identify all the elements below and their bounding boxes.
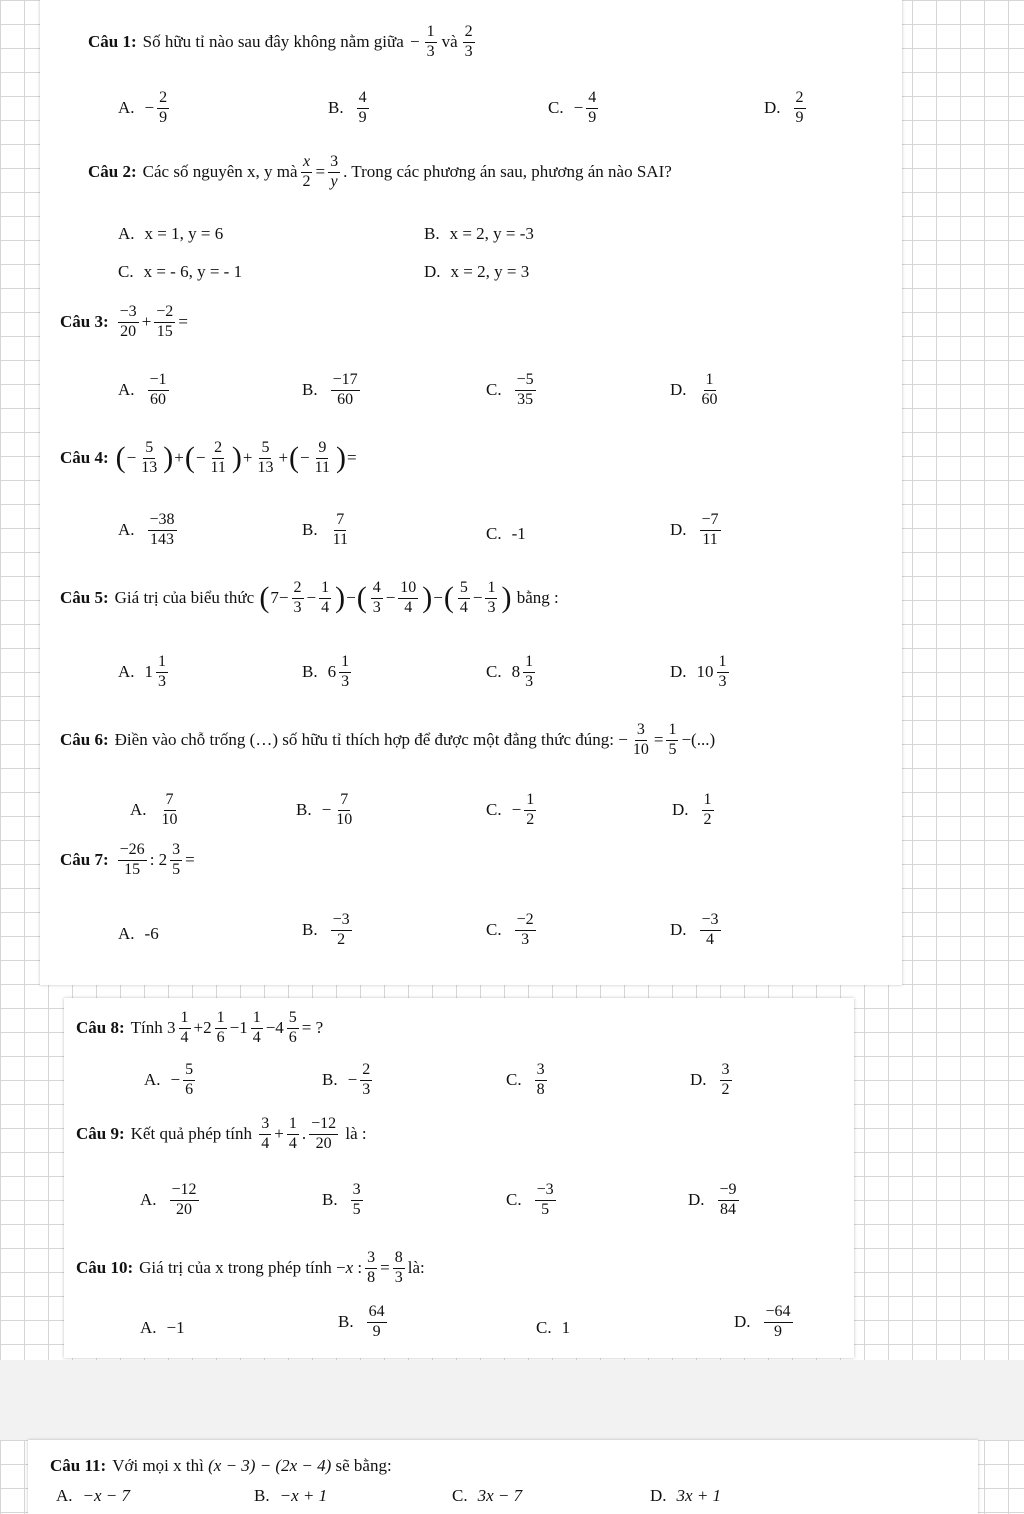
option-a: A. −1 [140,1318,185,1337]
question-text: Tính [130,1018,163,1038]
option-d: D. $\frac{2}{9}$ [764,89,804,126]
question-text-end: . Trong các phương án sau, phương án nào SAI? [343,162,672,182]
question-text: Kết quả phép tính [130,1124,252,1144]
option-b: B. $\frac{3}{5}$ [322,1181,361,1218]
option-c: C. 3x − 7 [452,1486,523,1505]
option-a: A. 1 $\frac{1}{3}$ [118,653,167,690]
option-b: B. −x + 1 [254,1486,328,1505]
fraction: $\frac{2}{3}$ [464,23,473,60]
option-c: C. 8 $\frac{1}{3}$ [486,653,534,690]
option-c: C. $\frac{3}{8}$ [506,1061,545,1098]
option-b: B. − $\frac{2}{3}$ [322,1061,371,1098]
question-label: Câu 7: [60,850,109,870]
option-b: B. x = 2, y = -3 [424,224,534,243]
question-text: Điền vào chỗ trống (…) số hữu tỉ thích hợp để được một đẳng thức đúng: [114,730,614,750]
question-8: Câu 8: Tính 3 $\frac{1}{4}$ + 2 $\frac{1}{6}$ − 1 $\frac{1}{4}$ − 4 $\frac{5}{6}$ = ? [76,1009,324,1046]
option-a: A. $\frac{7}{10}$ [130,791,178,828]
option-c: C. $\frac{-3}{5}$ [506,1181,554,1218]
question-3: Câu 3: $\frac{-3}{20}$ + $\frac{-2}{15}$ = [60,303,188,340]
question-5: Câu 5: Giá trị của biểu thức ( 7 − $\frac{2}{3}$ − $\frac{1}{4}$ ) − ( $\frac{4}{3}$ − $\frac{10}{4}$ ) − ( $\frac{5}{4}$ − $\frac{1}{3}$ ) bằng : [60,579,559,616]
option-d: D. x = 2, y = 3 [424,262,530,281]
worksheet-page-1 [40,0,902,985]
question-2: Câu 2: Các số nguyên x, y mà $\frac{x}{2}$ = $\frac{3}{y}$ . Trong các phương án sau, phương án nào SAI? [88,153,672,190]
fraction: $\frac{1}{3}$ [426,23,435,60]
question-9: Câu 9: Kết quả phép tính $\frac{3}{4}$ + $\frac{1}{4}$ . $\frac{-12}{20}$ là : [76,1115,367,1152]
question-text: Giá trị của biểu thức [114,588,255,608]
option-c: C. − $\frac{4}{9}$ [548,89,597,126]
option-b: B. 6 $\frac{1}{3}$ [302,653,350,690]
option-d: D. $\frac{1}{60}$ [670,371,718,408]
question-label: Câu 9: [76,1124,125,1144]
question-text: Giá trị của x trong phép tính [139,1258,332,1278]
option-d: D. 3x + 1 [650,1486,722,1505]
question-text-end: là : [345,1124,367,1144]
expression: (x − 3) − (2x − 4) [208,1456,332,1475]
question-6: Câu 6: Điền vào chỗ trống (…) số hữu tỉ thích hợp để được một đẳng thức đúng: − $\frac{3}{10}$ = $\frac{1}{5}$ − (...) [60,721,716,758]
question-11 [50,1456,392,1476]
question-text: Các số nguyên x, y mà [142,162,298,182]
option-d: D. $\frac{-64}{9}$ [734,1303,791,1340]
page-gap [0,1360,1024,1440]
option-a: A. $\frac{-12}{20}$ [140,1181,197,1218]
option-a: A. − $\frac{5}{6}$ [144,1061,194,1098]
option-b: B. $\frac{7}{11}$ [302,511,348,548]
question-label: Câu 6: [60,730,109,750]
question-text-end: bằng : [516,588,559,608]
question-label: Câu 11: [50,1456,107,1475]
option-d: D. $\frac{-7}{11}$ [670,511,719,548]
question-text-end: là: [407,1258,425,1278]
option-c: C. $\frac{-5}{35}$ [486,371,534,408]
question-label: Câu 3: [60,312,109,332]
question-label: Câu 2: [88,162,137,182]
option-d: D. $\frac{-3}{4}$ [670,911,719,948]
conjunction: và [441,32,458,52]
option-b: B. $\frac{-17}{60}$ [302,371,358,408]
option-a: A. x = 1, y = 6 [118,224,224,243]
question-label: Câu 4: [60,448,109,468]
question-text: Với mọi x thì [112,1456,204,1475]
option-d: D. $\frac{3}{2}$ [690,1061,730,1098]
option-a: A. − $\frac{2}{9}$ [118,89,168,126]
option-c: C. $\frac{-2}{3}$ [486,911,534,948]
option-c: C. -1 [486,524,526,543]
option-b: B. − $\frac{7}{10}$ [296,791,353,828]
question-1: Câu 1: Số hữu tỉ nào sau đây không nằm giữa − $\frac{1}{3}$ và $\frac{2}{3}$ [88,23,473,60]
question-text: Số hữu tỉ nào sau đây không nằm giữa [142,32,404,52]
option-b: B. $\frac{64}{9}$ [338,1303,385,1340]
question-7: Câu 7: $\frac{-26}{15}$ : 2 $\frac{3}{5}$ = [60,841,195,878]
question-label: Câu 1: [88,32,137,52]
option-c: C. x = - 6, y = - 1 [118,262,243,281]
option-a: A. -6 [118,924,159,943]
option-a: A. $\frac{-1}{60}$ [118,371,167,408]
option-d: D. 10 $\frac{1}{3}$ [670,653,727,690]
option-d: D. $\frac{1}{2}$ [672,791,712,828]
option-c: C. − $\frac{1}{2}$ [486,791,535,828]
question-label: Câu 5: [60,588,109,608]
question-text-end: sẽ bằng: [335,1456,392,1475]
question-10: Câu 10: Giá trị của x trong phép tính − x : $\frac{3}{8}$ = $\frac{8}{3}$ là: [76,1249,425,1286]
option-b: B. $\frac{-3}{2}$ [302,911,350,948]
option-d: D. $\frac{-9}{84}$ [688,1181,737,1218]
option-a: A. $\frac{-38}{143}$ [118,511,175,548]
option-b: B. $\frac{4}{9}$ [328,89,367,126]
question-4: Câu 4: ( − $\frac{5}{13}$ ) + ( − $\frac{2}{11}$ ) + $\frac{5}{13}$ + ( − $\frac{9}{11}$ ) = [60,439,357,476]
option-a: A. −x − 7 [56,1486,131,1505]
question-label: Câu 8: [76,1018,125,1038]
question-label: Câu 10: [76,1258,134,1278]
option-c: C. 1 [536,1318,571,1337]
